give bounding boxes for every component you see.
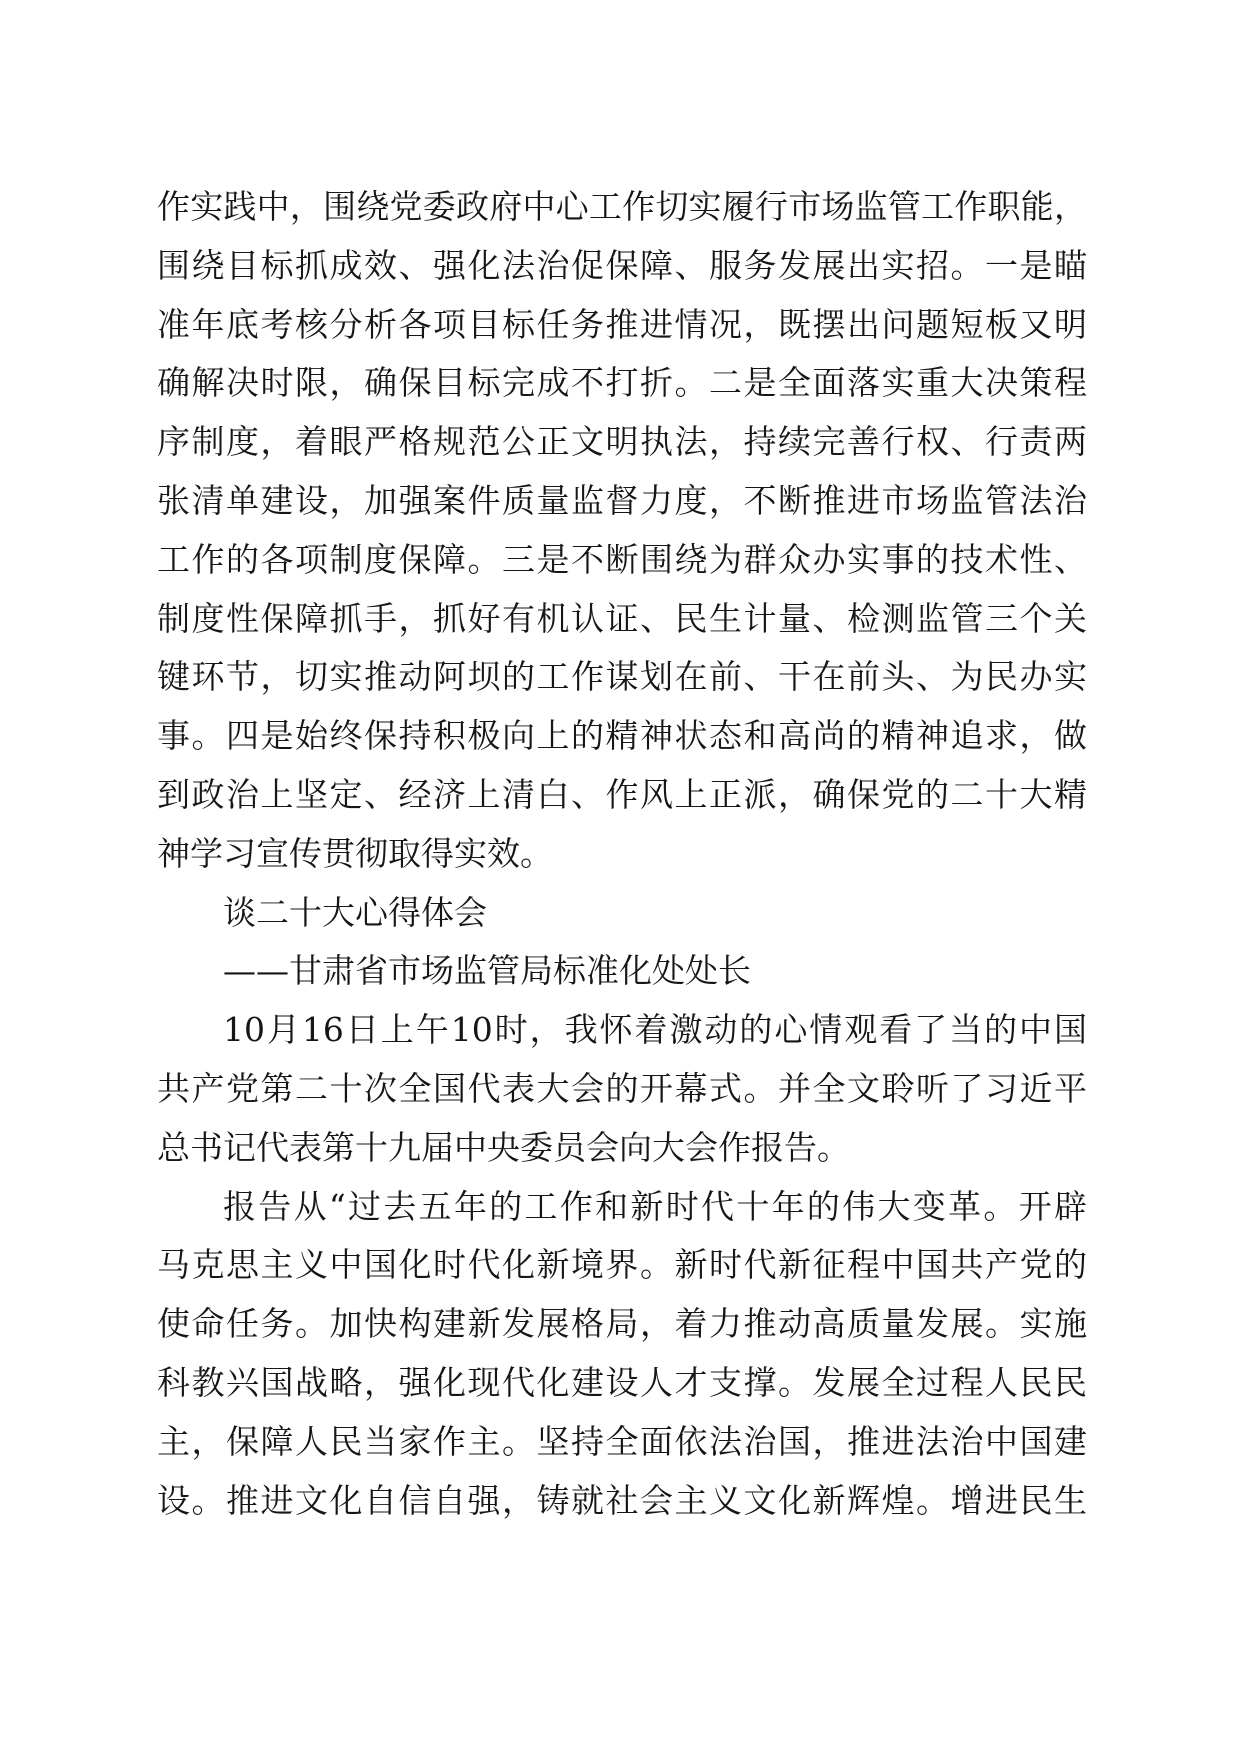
text-line: 神学习宣传贯彻取得实效。	[157, 833, 553, 873]
section-title: 谈二十大心得体会	[223, 892, 487, 932]
paragraph-3	[157, 1178, 1087, 1531]
text-line: 到政治上坚定、经济上清白、作风上正派，确保党的二十大精	[157, 774, 1087, 814]
body-text	[157, 178, 1087, 1530]
text-line: 报告从“过去五年的工作和新时代十年的伟大变革。开辟	[223, 1186, 1087, 1226]
text-line: 事。四是始终保持积极向上的精神状态和高尚的精神追求，做	[157, 716, 1087, 756]
text-line: 作实践中，围绕党委政府中心工作切实履行市场监管工作职能，	[157, 187, 1087, 226]
text-line: 确解决时限，确保目标完成不打折。二是全面落实重大决策程	[157, 363, 1087, 403]
text-line: 准年底考核分析各项目标任务推进情况，既摆出问题短板又明	[157, 304, 1087, 344]
text-line: 10月16日上午10时，我怀着激动的心情观看了当的中国	[223, 1010, 1087, 1050]
text-line: 设。推进文化自信自强，铸就社会主义文化新辉煌。增进民生	[157, 1480, 1087, 1520]
paragraph-1	[157, 178, 1087, 884]
text-line: 围绕目标抓成效、强化法治促保障、服务发展出实招。一是瞄	[157, 245, 1087, 285]
text-line: 马克思主义中国化时代化新境界。新时代新征程中国共产党的	[157, 1245, 1087, 1285]
text-line: 科教兴国战略，强化现代化建设人才支撑。发展全过程人民民	[157, 1362, 1087, 1402]
section-subtitle: ——甘肃省市场监管局标准化处处长	[223, 951, 751, 991]
text-line: 制度性保障抓手，抓好有机认证、民生计量、检测监管三个关	[157, 598, 1087, 638]
text-line: 共产党第二十次全国代表大会的开幕式。并全文聆听了习近平	[157, 1068, 1087, 1108]
text-line: 序制度，着眼严格规范公正文明执法，持续完善行权、行责两	[157, 422, 1087, 462]
text-line: 工作的各项制度保障。三是不断围绕为群众办实事的技术性、	[157, 539, 1087, 579]
text-line: 键环节，切实推动阿坝的工作谋划在前、干在前头、为民办实	[157, 657, 1087, 697]
text-line: 总书记代表第十九届中央委员会向大会作报告。	[157, 1127, 850, 1167]
text-line: 张清单建设，加强案件质量监督力度，不断推进市场监管法治	[157, 480, 1087, 520]
text-line: 使命任务。加快构建新发展格局，着力推动高质量发展。实施	[157, 1304, 1087, 1344]
paragraph-2	[157, 1001, 1087, 1177]
text-line: 主，保障人民当家作主。坚持全面依法治国，推进法治中国建	[157, 1421, 1087, 1461]
